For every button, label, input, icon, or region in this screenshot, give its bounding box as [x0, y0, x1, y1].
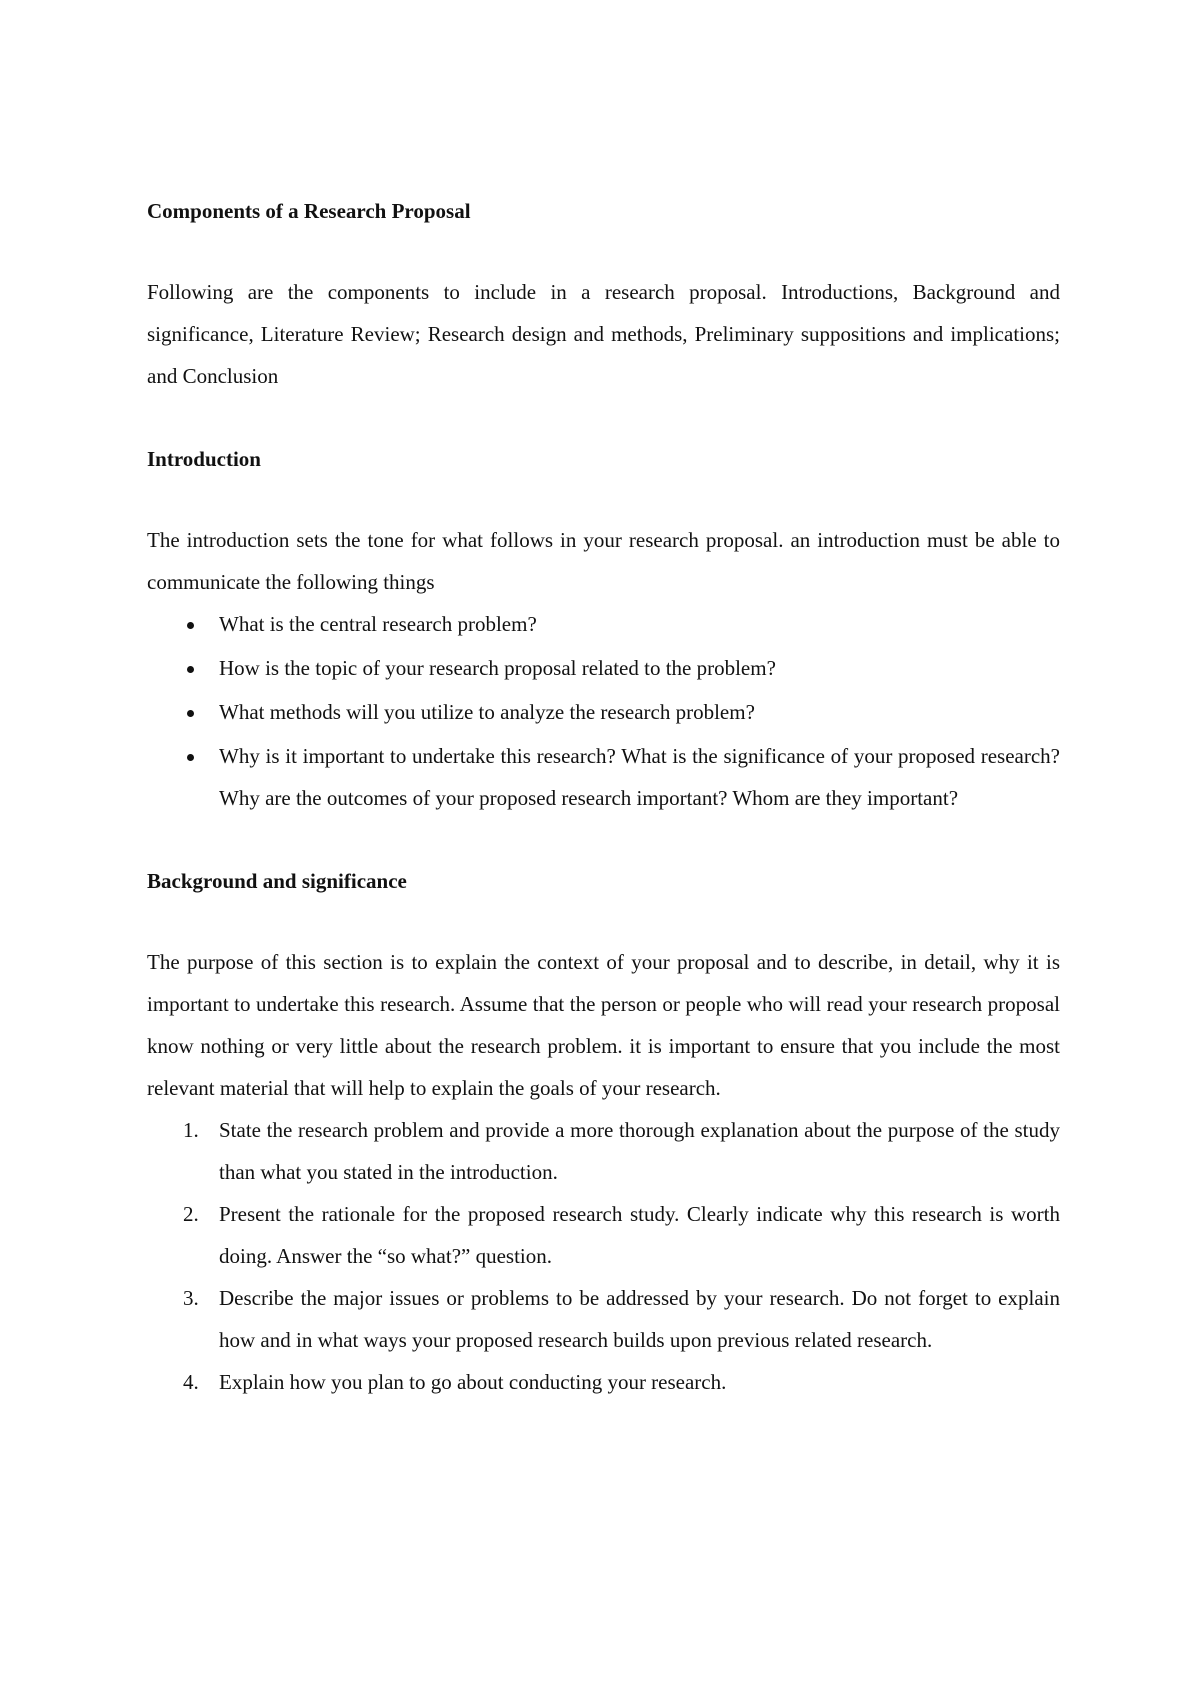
item-text: Describe the major issues or problems to be addressed by your research. Do not forget to explain how and in what ways your proposed research builds upon previous related research. [219, 1286, 1060, 1352]
background-numbered-list [147, 1109, 1060, 1403]
item-number: 2. [183, 1202, 199, 1226]
item-number: 1. [183, 1118, 199, 1142]
document-body [147, 195, 1060, 1403]
components-paragraph: Following are the components to include in a research proposal. Introductions, Background and significance, Literature Review; Research design and methods, Preliminary suppositions and implications; and Conclusion [147, 280, 1060, 388]
item-text: Explain how you plan to go about conducting your research. [219, 1370, 727, 1394]
item-number: 3. [183, 1286, 199, 1310]
introduction-heading: Introduction [147, 447, 261, 471]
bullet-item: Why is it important to undertake this research? What is the significance of your proposed research? Why are the outcomes of your proposed research important? Whom are they important? [147, 735, 1060, 819]
numbered-item [147, 1361, 1060, 1403]
background-heading: Background and significance [147, 869, 407, 893]
numbered-item [147, 1109, 1060, 1193]
numbered-item [147, 1193, 1060, 1277]
item-text: State the research problem and provide a more thorough explanation about the purpose of the study than what you stated in the introduction. [219, 1118, 1060, 1184]
bullet-item: What is the central research problem? [147, 603, 1060, 645]
numbered-item [147, 1277, 1060, 1361]
bullet-item: How is the topic of your research proposal related to the problem? [147, 647, 1060, 689]
item-number: 4. [183, 1370, 199, 1394]
introduction-paragraph: The introduction sets the tone for what follows in your research proposal. an introduction must be able to communicate the following things [147, 528, 1060, 594]
bullet-item: What methods will you utilize to analyze the research problem? [147, 691, 1060, 733]
document-title: Components of a Research Proposal [147, 199, 471, 223]
item-text: Present the rationale for the proposed research study. Clearly indicate why this research is worth doing. Answer the “so what?” question. [219, 1202, 1060, 1268]
background-paragraph: The purpose of this section is to explain the context of your proposal and to describe, in detail, why it is important to undertake this research. Assume that the person or people who will read your research proposal know nothing or very little about the research problem. it is important to ensure that you include the most relevant material that will help to explain the goals of your research. [147, 950, 1060, 1100]
introduction-bullet-list [147, 603, 1060, 819]
